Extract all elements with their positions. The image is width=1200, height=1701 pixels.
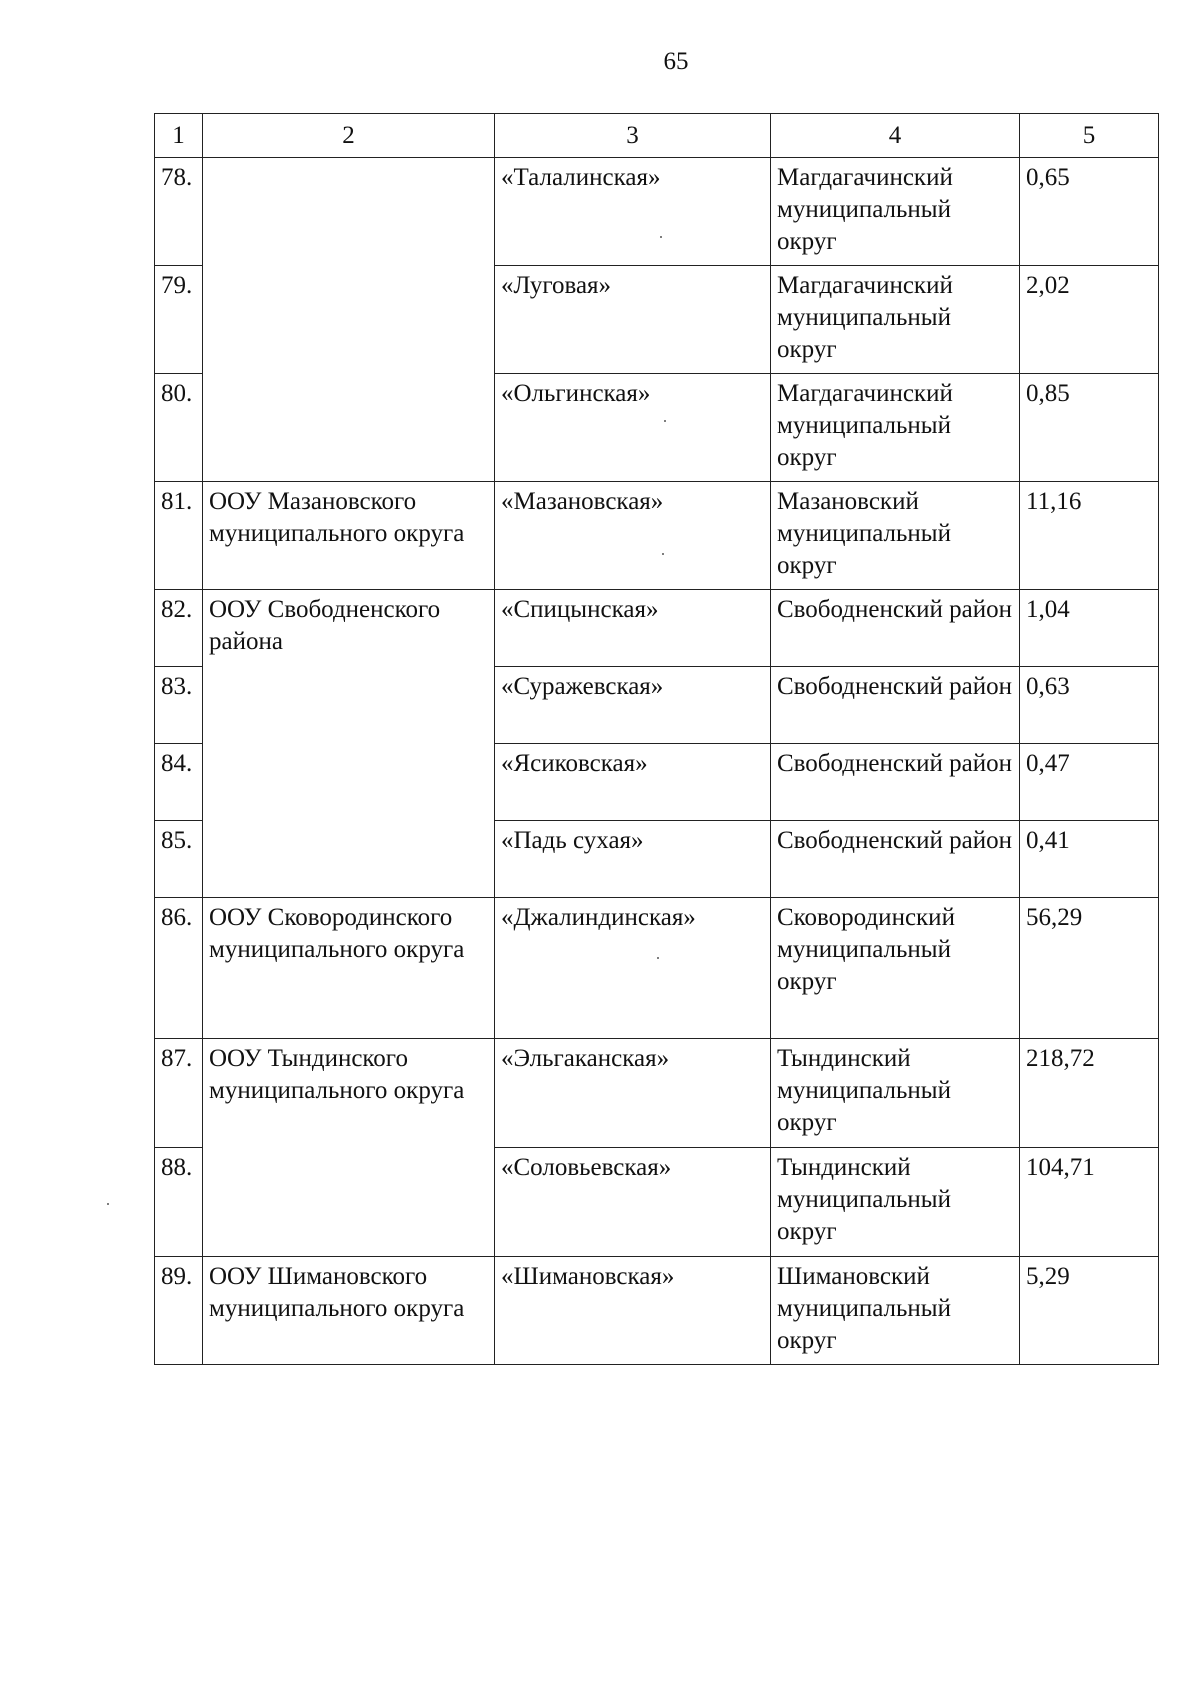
row-number: 78. — [155, 158, 203, 266]
table-row — [155, 590, 1159, 667]
table-row — [155, 898, 1159, 1039]
district-cell: Мазановский муниципальный округ — [771, 482, 1020, 590]
area-value-cell: 56,29 — [1020, 898, 1159, 1039]
area-value-cell: 0,41 — [1020, 821, 1159, 898]
scan-speck — [662, 553, 664, 555]
ground-name-cell: «Падь сухая» — [495, 821, 771, 898]
district-cell: Тындинский муниципальный округ — [771, 1148, 1020, 1257]
area-value-cell: 0,85 — [1020, 374, 1159, 482]
row-number: 85. — [155, 821, 203, 898]
district-cell: Шимановский муниципальный округ — [771, 1257, 1020, 1365]
district-cell: Магдагачинский муниципальный округ — [771, 374, 1020, 482]
column-header-2: 2 — [203, 114, 495, 158]
owner-cell: ООУ Сковородинского муниципального округа — [203, 898, 495, 1039]
row-number: 83. — [155, 667, 203, 744]
scan-speck — [107, 1203, 109, 1205]
ground-name-cell: «Суражевская» — [495, 667, 771, 744]
row-number: 86. — [155, 898, 203, 1039]
area-value-cell: 0,47 — [1020, 744, 1159, 821]
owner-cell: ООУ Мазановского муниципального округа — [203, 482, 495, 590]
area-value-cell: 0,65 — [1020, 158, 1159, 266]
owner-cell: ООУ Свободненского района — [203, 590, 495, 898]
row-number: 84. — [155, 744, 203, 821]
row-number: 88. — [155, 1148, 203, 1257]
table-header-row — [155, 114, 1159, 158]
ground-name-cell: «Талалинская» — [495, 158, 771, 266]
district-cell: Сковородинский муниципальный округ — [771, 898, 1020, 1039]
owner-cell — [203, 158, 495, 482]
column-header-4: 4 — [771, 114, 1020, 158]
hunting-grounds-table — [154, 113, 1159, 1365]
district-cell: Свободненский район — [771, 590, 1020, 667]
owner-cell: ООУ Тындинского муниципального округа — [203, 1039, 495, 1257]
row-number: 89. — [155, 1257, 203, 1365]
district-cell: Свободненский район — [771, 744, 1020, 821]
district-cell: Свободненский район — [771, 667, 1020, 744]
row-number: 87. — [155, 1039, 203, 1148]
column-header-3: 3 — [495, 114, 771, 158]
area-value-cell: 5,29 — [1020, 1257, 1159, 1365]
column-header-1: 1 — [155, 114, 203, 158]
table-row — [155, 1257, 1159, 1365]
ground-name-cell: «Мазановская» — [495, 482, 771, 590]
ground-name-cell: «Ольгинская» — [495, 374, 771, 482]
ground-name-cell: «Ясиковская» — [495, 744, 771, 821]
area-value-cell: 11,16 — [1020, 482, 1159, 590]
table-row — [155, 1039, 1159, 1148]
table-row — [155, 158, 1159, 266]
scan-speck — [660, 236, 662, 238]
ground-name-cell: «Эльгаканская» — [495, 1039, 771, 1148]
scan-speck — [657, 957, 659, 959]
column-header-5: 5 — [1020, 114, 1159, 158]
area-value-cell: 218,72 — [1020, 1039, 1159, 1148]
scan-speck — [664, 420, 666, 422]
owner-cell: ООУ Шимановского муниципального округа — [203, 1257, 495, 1365]
row-number: 81. — [155, 482, 203, 590]
ground-name-cell: «Луговая» — [495, 266, 771, 374]
row-number: 82. — [155, 590, 203, 667]
area-value-cell: 0,63 — [1020, 667, 1159, 744]
area-value-cell: 1,04 — [1020, 590, 1159, 667]
area-value-cell: 104,71 — [1020, 1148, 1159, 1257]
ground-name-cell: «Спицынская» — [495, 590, 771, 667]
ground-name-cell: «Соловьевская» — [495, 1148, 771, 1257]
district-cell: Магдагачинский муниципальный округ — [771, 158, 1020, 266]
district-cell: Свободненский район — [771, 821, 1020, 898]
row-number: 80. — [155, 374, 203, 482]
district-cell: Магдагачинский муниципальный округ — [771, 266, 1020, 374]
table-row — [155, 482, 1159, 590]
row-number: 79. — [155, 266, 203, 374]
area-value-cell: 2,02 — [1020, 266, 1159, 374]
page-number: 65 — [663, 48, 689, 75]
district-cell: Тындинский муниципальный округ — [771, 1039, 1020, 1148]
ground-name-cell: «Джалиндинская» — [495, 898, 771, 1039]
ground-name-cell: «Шимановская» — [495, 1257, 771, 1365]
